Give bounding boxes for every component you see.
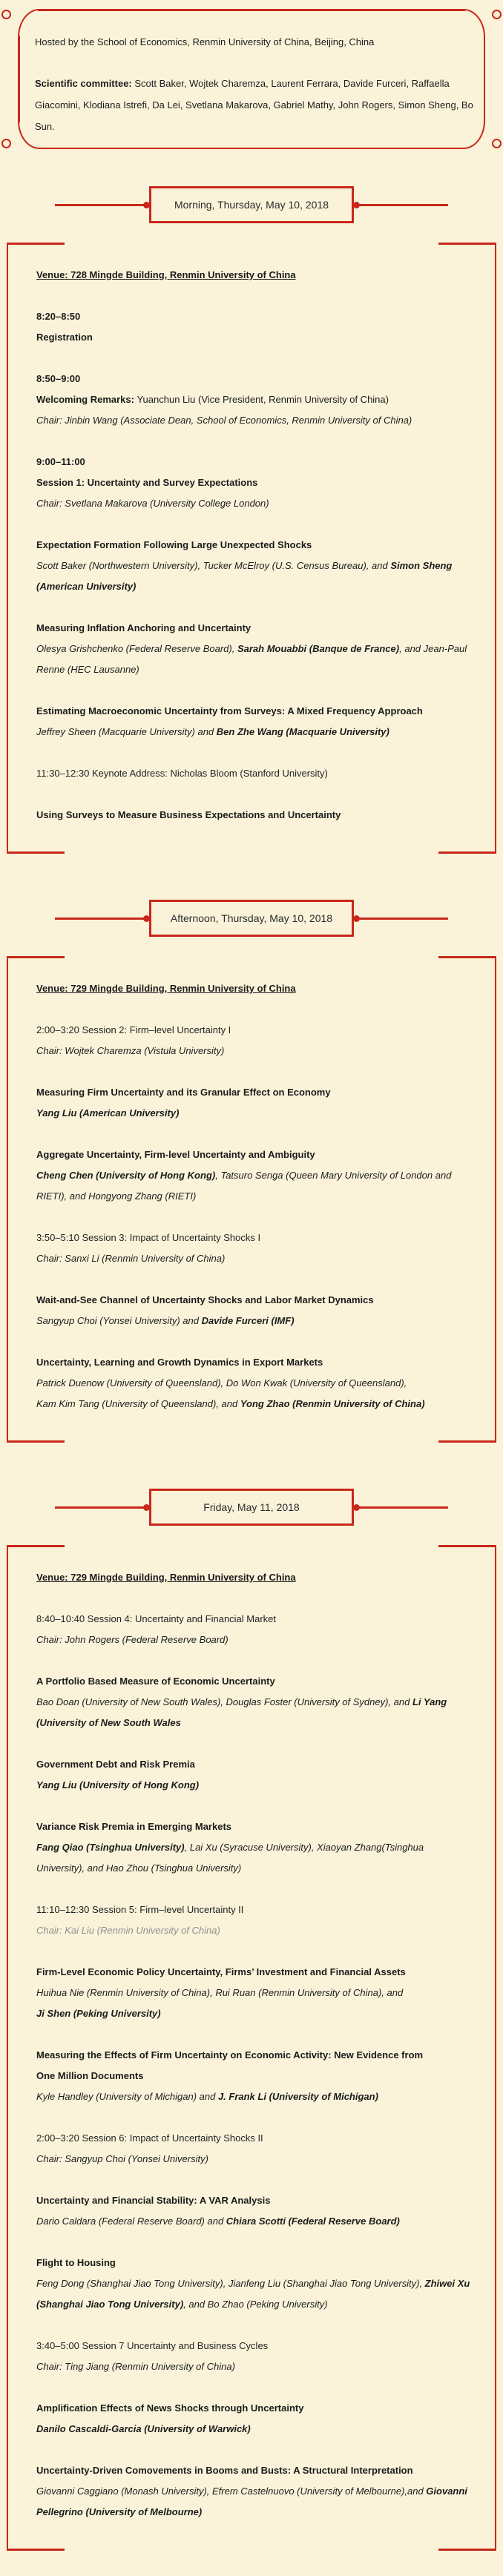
banner-line-right xyxy=(359,204,448,206)
text-run: Olesya Grishchenko (Federal Reserve Board), xyxy=(36,643,237,654)
text-run: One Million Documents xyxy=(36,2070,144,2081)
session-line xyxy=(36,1900,474,1920)
schedule-block xyxy=(36,306,474,348)
schedule-block xyxy=(36,2045,474,2107)
banner-line-left xyxy=(55,1506,144,1509)
bold-title-line xyxy=(36,618,474,639)
bold-title-line xyxy=(36,535,474,556)
text-run: 8:50–9:00 xyxy=(36,373,81,384)
text-run: J. Frank Li (University of Michigan) xyxy=(217,2091,378,2102)
authors-line xyxy=(36,1373,474,1394)
text-run: Chair: Kai Liu (Renmin University of China) xyxy=(36,1925,220,1936)
chair-line xyxy=(36,2356,474,2377)
day-sections xyxy=(0,186,503,2551)
text-run: 3:50–5:10 Session 3: Impact of Uncertainty Shocks I xyxy=(36,1232,261,1243)
text-run: Li Yang xyxy=(412,1696,447,1707)
chair-line xyxy=(36,1248,474,1269)
text-run: Simon Sheng (American University) xyxy=(36,560,453,592)
authors-line xyxy=(36,2419,474,2440)
text-run: Firm-Level Economic Policy Uncertainty, Firms’ Investment and Financial Assets xyxy=(36,1966,406,1977)
day-banner-title: Morning, Thursday, May 10, 2018 xyxy=(149,186,354,223)
authors-line xyxy=(36,1103,474,1124)
text-run: Yuanchun Liu (Vice President, Renmin University of China) xyxy=(137,394,389,405)
committee-members: Scott Baker, Wojtek Charemza, Laurent Ferrara, Davide Furceri, Raffaella Giacomini, Klodiana Istrefi, Da Lei, Svetlana Makarova, Gabriel Mathy, John Rogers, Simon Sheng, Bo Sun. xyxy=(35,78,473,132)
day-banner xyxy=(0,900,503,937)
text-run: Feng Dong (Shanghai Jiao Tong University), Jianfeng Liu (Shanghai Jiao Tong University), xyxy=(36,2278,425,2289)
authors-line xyxy=(36,2211,474,2232)
banner-line-left xyxy=(55,918,144,920)
text-run: Chair: Jinbin Wang (Associate Dean, School of Economics, Renmin University of China) xyxy=(36,415,412,426)
schedule-block xyxy=(36,1816,474,1879)
chair-line xyxy=(36,1630,474,1650)
corner-ring-icon xyxy=(492,10,502,19)
text-run: Chair: Ting Jiang (Renmin University of China) xyxy=(36,2361,235,2372)
schedule-block xyxy=(36,1754,474,1796)
text-run: Danilo Cascaldi-Garcia (University of Warwick) xyxy=(36,2423,251,2434)
day-banner-title: Friday, May 11, 2018 xyxy=(149,1489,354,1526)
bold-title-line xyxy=(36,472,474,493)
bold-title-line xyxy=(36,389,474,410)
corner-mark-icon xyxy=(8,2549,65,2551)
bold-title-line xyxy=(36,1816,474,1837)
session-line xyxy=(36,2128,474,2149)
text-run: , Lai Xu (Syracuse University), Xiaoyan Zhang(Tsinghua University), and Hao Zhou (Tsinghua University) xyxy=(36,1842,424,1874)
header-box xyxy=(7,9,496,149)
corner-ring-icon xyxy=(1,10,11,19)
bold-title-line xyxy=(36,2253,474,2273)
text-run: A Portfolio Based Measure of Economic Uncertainty xyxy=(36,1676,275,1687)
text-run: Dario Caldara (Federal Reserve Board) and xyxy=(36,2216,226,2227)
text-run: Expectation Formation Following Large Unexpected Shocks xyxy=(36,539,312,550)
authors-line xyxy=(36,556,474,597)
text-run: 8:20–8:50 xyxy=(36,311,81,322)
bold-title-line xyxy=(36,1754,474,1775)
header-border-right xyxy=(484,36,486,122)
schedule-box xyxy=(7,243,496,854)
text-run: Estimating Macroeconomic Uncertainty from Surveys: A Mixed Frequency Approach xyxy=(36,705,423,717)
authors-line xyxy=(36,2003,474,2024)
text-run: Chair: Sanxi Li (Renmin University of China) xyxy=(36,1253,226,1264)
text-run: 11:30–12:30 Keynote Address: Nicholas Bloom (Stanford University) xyxy=(36,768,328,779)
authors-line xyxy=(36,1165,474,1207)
banner-dot-icon xyxy=(353,1504,360,1511)
text-run: Kyle Handley (University of Michigan) and xyxy=(36,2091,218,2102)
authors-line xyxy=(36,2273,474,2315)
bold-title-line xyxy=(36,701,474,722)
schedule-block xyxy=(36,1352,474,1414)
text-run: Chiara Scotti (Federal Reserve Board) xyxy=(226,2216,400,2227)
corner-mark-icon xyxy=(438,2549,495,2551)
banner-dot-icon xyxy=(143,1504,150,1511)
text-run: Measuring Firm Uncertainty and its Granular Effect on Economy xyxy=(36,1087,331,1098)
corner-flourish-icon xyxy=(18,121,39,149)
schedule-block xyxy=(36,2253,474,2315)
text-run: Davide Furceri (IMF) xyxy=(201,1315,295,1326)
text-run: Sarah Mouabbi (Banque de France) xyxy=(237,643,400,654)
text-run: Measuring Inflation Anchoring and Uncertainty xyxy=(36,622,252,633)
text-run: Yang Liu (University of Hong Kong) xyxy=(36,1779,200,1791)
corner-flourish-icon xyxy=(464,121,485,149)
text-run: Giovanni Pellegrino (University of Melbourne) xyxy=(36,2486,467,2517)
corner-mark-icon xyxy=(438,1545,495,1547)
corner-ring-icon xyxy=(1,139,11,148)
bold-title-line xyxy=(36,1962,474,1983)
bold-title-line xyxy=(36,1671,474,1692)
schedule-block xyxy=(36,1609,474,1650)
text-run: 8:40–10:40 Session 4: Uncertainty and Financial Market xyxy=(36,1613,277,1624)
session-line xyxy=(36,2336,474,2356)
text-run: Uncertainty and Financial Stability: A VAR Analysis xyxy=(36,2195,271,2206)
authors-line xyxy=(36,2481,474,2523)
schedule-block xyxy=(36,535,474,597)
schedule-block xyxy=(36,2398,474,2440)
chair-line xyxy=(36,2149,474,2170)
text-run: Huihua Nie (Renmin University of China), Rui Ruan (Renmin University of China), and xyxy=(36,1987,404,1998)
session-line xyxy=(36,1609,474,1630)
schedule-block xyxy=(36,1290,474,1331)
schedule-block xyxy=(36,1900,474,1941)
text-run: Aggregate Uncertainty, Firm-level Uncertainty and Ambiguity xyxy=(36,1149,315,1160)
schedule-block xyxy=(36,1962,474,2024)
conference-program-page xyxy=(0,9,503,2576)
corner-mark-icon xyxy=(8,243,65,245)
text-run: 2:00–3:20 Session 6: Impact of Uncertainty Shocks II xyxy=(36,2132,263,2144)
text-run: 2:00–3:20 Session 2: Firm–level Uncertainty I xyxy=(36,1024,231,1035)
text-run: , and Bo Zhao (Peking University) xyxy=(183,2299,328,2310)
schedule-block xyxy=(36,2128,474,2170)
banner-dot-icon xyxy=(353,915,360,922)
text-run: Fang Qiao (Tsinghua University) xyxy=(36,1842,185,1853)
authors-line xyxy=(36,1713,474,1733)
venue-line: Venue: 728 Mingde Building, Renmin University of China xyxy=(36,269,296,280)
authors-line xyxy=(36,639,474,680)
authors-line xyxy=(36,1837,474,1879)
schedule-block xyxy=(36,2460,474,2523)
schedule-block xyxy=(36,763,474,784)
text-run: Yang Liu (American University) xyxy=(36,1107,180,1119)
text-run: Chair: Svetlana Makarova (University College London) xyxy=(36,498,269,509)
text-run: , Tatsuro Senga (Queen Mary University of London and RIETI), and Hongyong Zhang (RIETI) xyxy=(36,1170,452,1202)
text-run: Zhiwei Xu (Shanghai Jiao Tong University) xyxy=(36,2278,470,2310)
day-section xyxy=(0,900,503,1443)
text-run: Kam Kim Tang (University of Queensland), and xyxy=(36,1398,240,1409)
bold-title-line xyxy=(36,2066,474,2086)
banner-dot-icon xyxy=(143,915,150,922)
text-run: Using Surveys to Measure Business Expectations and Uncertainty xyxy=(36,809,341,820)
corner-ring-icon xyxy=(492,139,502,148)
text-run: Session 1: Uncertainty and Survey Expectations xyxy=(36,477,258,488)
header-border-bottom xyxy=(38,148,465,150)
hosted-by-line: Hosted by the School of Economics, Renmin University of China, Beijing, China xyxy=(35,36,375,47)
corner-mark-icon xyxy=(8,1545,65,1547)
chair-line xyxy=(36,493,474,514)
corner-flourish-icon xyxy=(18,9,39,37)
bold-title-line xyxy=(36,1352,474,1373)
text-run: Sangyup Choi (Yonsei University) and xyxy=(36,1315,202,1326)
corner-mark-icon xyxy=(438,851,495,854)
bold-title-line xyxy=(36,2398,474,2419)
text-run: (University of New South Wales xyxy=(36,1717,181,1728)
text-run: Jeffrey Sheen (Macquarie University) and xyxy=(36,726,217,737)
corner-flourish-icon xyxy=(464,9,485,37)
committee-line xyxy=(35,73,474,137)
bold-title-line xyxy=(36,1290,474,1311)
time-line xyxy=(36,369,474,389)
text-run: Patrick Duenow (University of Queensland), Do Won Kwak (University of Queensland), xyxy=(36,1377,407,1389)
day-banner xyxy=(0,1489,503,1526)
venue-line: Venue: 729 Mingde Building, Renmin University of China xyxy=(36,1572,296,1583)
header-border-left xyxy=(18,36,20,122)
bold-title-line xyxy=(36,327,474,348)
committee-label: Scientific committee: xyxy=(35,78,132,89)
schedule-block xyxy=(36,701,474,742)
schedule-block xyxy=(36,452,474,514)
authors-line xyxy=(36,1775,474,1796)
schedule-block xyxy=(36,1228,474,1269)
session-line xyxy=(36,763,474,784)
text-run: Yong Zhao (Renmin University of China) xyxy=(240,1398,425,1409)
schedule-box xyxy=(7,1545,496,2551)
schedule-block xyxy=(36,618,474,680)
schedule-block xyxy=(36,2336,474,2377)
day-banner-title: Afternoon, Thursday, May 10, 2018 xyxy=(149,900,354,937)
authors-line xyxy=(36,1394,474,1414)
banner-line-right xyxy=(359,1506,448,1509)
text-run: 11:10–12:30 Session 5: Firm–level Uncertainty II xyxy=(36,1904,244,1915)
text-run: 3:40–5:00 Session 7 Uncertainty and Business Cycles xyxy=(36,2340,269,2351)
time-line xyxy=(36,306,474,327)
bold-title-line xyxy=(36,1144,474,1165)
text-run: Chair: Sangyup Choi (Yonsei University) xyxy=(36,2153,208,2164)
corner-mark-icon xyxy=(8,1440,65,1443)
authors-line xyxy=(36,1311,474,1331)
text-run: Variance Risk Premia in Emerging Markets xyxy=(36,1821,232,1832)
bold-title-line xyxy=(36,805,474,826)
schedule-block xyxy=(36,805,474,826)
text-run: Ji Shen (Peking University) xyxy=(36,2008,161,2019)
text-run: Chair: Wojtek Charemza (Vistula University) xyxy=(36,1045,225,1056)
text-run: Wait-and-See Channel of Uncertainty Shocks and Labor Market Dynamics xyxy=(36,1294,374,1305)
corner-mark-icon xyxy=(8,851,65,854)
text-run: Ben Zhe Wang (Macquarie University) xyxy=(216,726,389,737)
text-run: Measuring the Effects of Firm Uncertainty on Economic Activity: New Evidence from xyxy=(36,2049,424,2061)
bold-title-line xyxy=(36,1082,474,1103)
text-run: Giovanni Caggiano (Monash University), Efrem Castelnuovo (University of Melbourne),and xyxy=(36,2486,427,2497)
schedule-block xyxy=(36,1671,474,1733)
schedule-block xyxy=(36,2190,474,2232)
schedule-block xyxy=(36,1082,474,1124)
bold-title-line xyxy=(36,2190,474,2211)
authors-line xyxy=(36,1692,474,1713)
chair-line xyxy=(36,1041,474,1061)
text-run: Registration xyxy=(36,332,93,343)
corner-mark-icon xyxy=(438,1440,495,1443)
text-run: Flight to Housing xyxy=(36,2257,116,2268)
schedule-block xyxy=(36,1020,474,1061)
text-run: Scott Baker (Northwestern University), Tucker McElroy (U.S. Census Bureau), and xyxy=(36,560,391,571)
text-run: 9:00–11:00 xyxy=(36,456,85,467)
text-run: Uncertainty-Driven Comovements in Booms and Busts: A Structural Interpretation xyxy=(36,2465,413,2476)
text-run: Bao Doan (University of New South Wales), Douglas Foster (University of Sydney), and xyxy=(36,1696,412,1707)
schedule-box xyxy=(7,956,496,1443)
muted-line xyxy=(36,1920,474,1941)
session-line xyxy=(36,1228,474,1248)
authors-line xyxy=(36,1983,474,2003)
banner-line-left xyxy=(55,204,144,206)
corner-mark-icon xyxy=(8,956,65,958)
banner-dot-icon xyxy=(143,202,150,208)
text-run: Amplification Effects of News Shocks through Uncertainty xyxy=(36,2402,304,2414)
day-section xyxy=(0,186,503,854)
text-run: , and Jean-Paul Renne (HEC Lausanne) xyxy=(36,643,467,675)
authors-line xyxy=(36,2086,474,2107)
venue-line: Venue: 729 Mingde Building, Renmin University of China xyxy=(36,983,296,994)
bold-title-line xyxy=(36,2045,474,2066)
header-border-top xyxy=(38,9,465,11)
text-run: Cheng Chen (University of Hong Kong) xyxy=(36,1170,216,1181)
chair-line xyxy=(36,410,474,431)
schedule-block xyxy=(36,1144,474,1207)
authors-line xyxy=(36,722,474,742)
text-run: Welcoming Remarks: xyxy=(36,394,137,405)
banner-dot-icon xyxy=(353,202,360,208)
corner-mark-icon xyxy=(438,956,495,958)
schedule-block xyxy=(36,369,474,431)
time-line xyxy=(36,452,474,472)
text-run: Chair: John Rogers (Federal Reserve Board) xyxy=(36,1634,229,1645)
banner-line-right xyxy=(359,918,448,920)
text-run: Government Debt and Risk Premia xyxy=(36,1759,195,1770)
day-banner xyxy=(0,186,503,223)
day-section xyxy=(0,1489,503,2551)
session-line xyxy=(36,1020,474,1041)
corner-mark-icon xyxy=(438,243,495,245)
bold-title-line xyxy=(36,2460,474,2481)
text-run: Uncertainty, Learning and Growth Dynamics in Export Markets xyxy=(36,1357,323,1368)
